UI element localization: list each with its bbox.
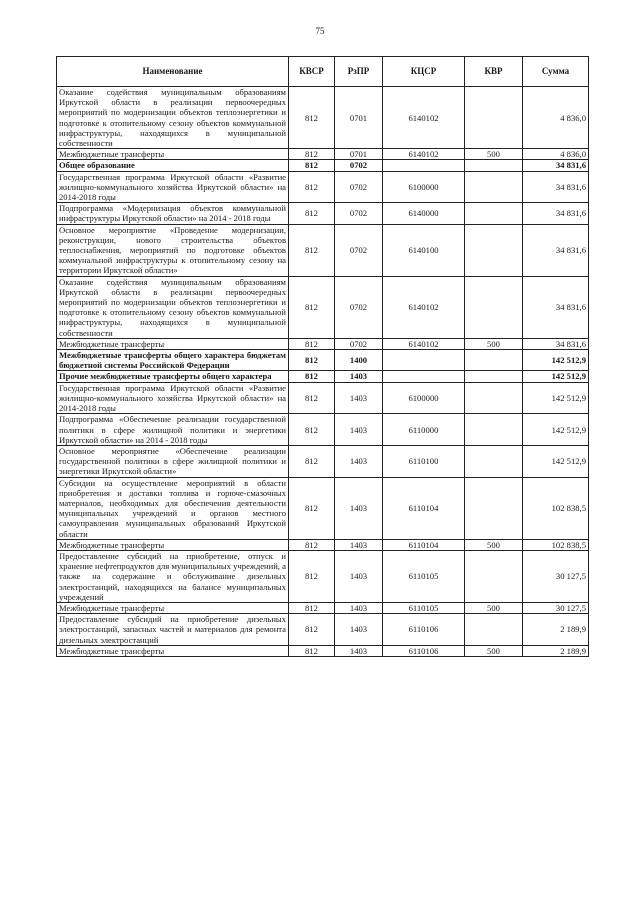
cell-rzpr: 1403 [335, 477, 383, 539]
table-row [57, 203, 589, 224]
table-row [57, 445, 589, 477]
cell-kcsr: 6140102 [383, 149, 465, 160]
cell-kvr: 500 [465, 539, 523, 550]
cell-kvsr: 812 [289, 477, 335, 539]
cell-kvr [465, 203, 523, 224]
cell-name: Межбюджетные трансферты [57, 338, 289, 349]
cell-sum: 4 836,0 [523, 87, 589, 149]
cell-sum: 4 836,0 [523, 149, 589, 160]
cell-sum: 2 189,9 [523, 614, 589, 646]
cell-sum: 142 512,9 [523, 350, 589, 371]
cell-kcsr: 6140000 [383, 203, 465, 224]
cell-name: Межбюджетные трансферты [57, 602, 289, 613]
cell-name: Межбюджетные трансферты [57, 645, 289, 656]
cell-kcsr [383, 371, 465, 382]
cell-sum: 30 127,5 [523, 550, 589, 602]
cell-name: Подпрограмма «Обеспечение реализации государственной политики в сфере жилищной политики и энергетики Иркутской области» на 2014 - 2018 годы [57, 414, 289, 446]
cell-kvr [465, 445, 523, 477]
cell-rzpr: 0702 [335, 160, 383, 171]
table-row [57, 539, 589, 550]
table-row [57, 160, 589, 171]
cell-rzpr: 1403 [335, 645, 383, 656]
cell-name: Оказание содействия муниципальным образованиям Иркутской области в реализации первоочередных мероприятий по модернизации объектов теплоэнергетики и подготовке к отопительному сезону объектов коммунальной инфраструктуры, находящихся в муниципальной собственности [57, 87, 289, 149]
cell-kvsr: 812 [289, 539, 335, 550]
table-row [57, 382, 589, 414]
cell-kvsr: 812 [289, 602, 335, 613]
cell-name: Государственная программа Иркутской области «Развитие жилищно-коммунального хозяйства Иркутской области» на 2014-2018 годы [57, 171, 289, 203]
cell-kvsr: 812 [289, 338, 335, 349]
cell-rzpr: 0702 [335, 171, 383, 203]
cell-kvsr: 812 [289, 350, 335, 371]
cell-kvsr: 812 [289, 160, 335, 171]
cell-rzpr: 1403 [335, 414, 383, 446]
table-row [57, 477, 589, 539]
cell-rzpr: 1403 [335, 371, 383, 382]
table-header-row [57, 57, 589, 87]
header-kvsr: КВСР [289, 57, 335, 87]
cell-name: Общее образование [57, 160, 289, 171]
cell-kcsr: 6140102 [383, 87, 465, 149]
cell-name: Прочие межбюджетные трансферты общего характера [57, 371, 289, 382]
cell-sum: 34 831,6 [523, 171, 589, 203]
page-number: 75 [315, 26, 325, 36]
cell-kvsr: 812 [289, 149, 335, 160]
header-kcsr: КЦСР [383, 57, 465, 87]
cell-kvr [465, 382, 523, 414]
cell-name: Основное мероприятие «Обеспечение реализации государственной политики в сфере жилищной политики и энергетики Иркутской области» [57, 445, 289, 477]
cell-kvr [465, 477, 523, 539]
cell-name: Основное мероприятие «Проведение модернизации, реконструкции, нового строительства объектов теплоснабжения, мероприятий по подготовке объектов коммунальной инфраструктуры к отопительному сезону на территории Иркутской области» [57, 224, 289, 276]
table-row [57, 149, 589, 160]
cell-rzpr: 0702 [335, 276, 383, 338]
table-row [57, 350, 589, 371]
cell-kcsr: 6140102 [383, 338, 465, 349]
cell-kcsr: 6110104 [383, 539, 465, 550]
cell-rzpr: 1403 [335, 382, 383, 414]
cell-kvr [465, 550, 523, 602]
cell-kvr [465, 614, 523, 646]
cell-kvr [465, 371, 523, 382]
cell-rzpr: 1400 [335, 350, 383, 371]
cell-kvsr: 812 [289, 645, 335, 656]
cell-name: Субсидии на осуществление мероприятий в области приобретения и доставки топлива и горюче-смазочных материалов, необходимых для обеспечения деятельности муниципальных учреждений и органов местного самоуправления муниципальных образований Иркутской области [57, 477, 289, 539]
cell-kcsr: 6110100 [383, 445, 465, 477]
cell-kvr: 500 [465, 602, 523, 613]
table-row [57, 614, 589, 646]
cell-kvsr: 812 [289, 445, 335, 477]
cell-kvsr: 812 [289, 276, 335, 338]
cell-kvsr: 812 [289, 203, 335, 224]
cell-kvsr: 812 [289, 614, 335, 646]
cell-sum: 34 831,6 [523, 338, 589, 349]
cell-sum: 2 189,9 [523, 645, 589, 656]
cell-name: Подпрограмма «Модернизация объектов коммунальной инфраструктуры Иркутской области» на 2014 - 2018 годы [57, 203, 289, 224]
cell-sum: 102 838,5 [523, 477, 589, 539]
cell-kcsr: 6100000 [383, 171, 465, 203]
header-name: Наименование [57, 57, 289, 87]
cell-name: Межбюджетные трансферты общего характера бюджетам бюджетной системы Российской Федерации [57, 350, 289, 371]
cell-rzpr: 0702 [335, 203, 383, 224]
cell-kvr [465, 87, 523, 149]
table-row [57, 87, 589, 149]
cell-rzpr: 1403 [335, 602, 383, 613]
cell-kcsr [383, 160, 465, 171]
table-row [57, 550, 589, 602]
table-row [57, 338, 589, 349]
cell-name: Государственная программа Иркутской области «Развитие жилищно-коммунального хозяйства Иркутской области» на 2014-2018 годы [57, 382, 289, 414]
cell-kcsr: 6110000 [383, 414, 465, 446]
cell-kvr [465, 414, 523, 446]
cell-rzpr: 0701 [335, 149, 383, 160]
cell-kcsr: 6140102 [383, 276, 465, 338]
budget-table [56, 56, 589, 657]
cell-rzpr: 1403 [335, 539, 383, 550]
cell-name: Межбюджетные трансферты [57, 149, 289, 160]
cell-rzpr: 1403 [335, 445, 383, 477]
cell-sum: 34 831,6 [523, 276, 589, 338]
cell-rzpr: 0702 [335, 224, 383, 276]
cell-name: Межбюджетные трансферты [57, 539, 289, 550]
cell-kcsr: 6110104 [383, 477, 465, 539]
cell-kcsr: 6110106 [383, 645, 465, 656]
cell-kvsr: 812 [289, 87, 335, 149]
cell-rzpr: 0701 [335, 87, 383, 149]
header-rzpr: РзПР [335, 57, 383, 87]
cell-name: Оказание содействия муниципальным образованиям Иркутской области в реализации первоочередных мероприятий по модернизации объектов теплоэнергетики и подготовке к отопительному сезону объектов коммунальной инфраструктуры, находящихся в муниципальной собственности [57, 276, 289, 338]
cell-kvr: 500 [465, 338, 523, 349]
cell-sum: 142 512,9 [523, 445, 589, 477]
cell-sum: 142 512,9 [523, 371, 589, 382]
table-row [57, 602, 589, 613]
cell-sum: 142 512,9 [523, 414, 589, 446]
cell-kvr: 500 [465, 149, 523, 160]
cell-name: Предоставление субсидий на приобретение, отпуск и хранение нефтепродуктов для муниципальных учреждений, а также на содержание и обслуживание дизельных электростанций, находящихся на балансе муниципальных учреждений [57, 550, 289, 602]
cell-kvr [465, 160, 523, 171]
cell-sum: 34 831,6 [523, 224, 589, 276]
cell-kvsr: 812 [289, 382, 335, 414]
header-sum: Сумма [523, 57, 589, 87]
cell-kcsr [383, 350, 465, 371]
cell-kcsr: 6140100 [383, 224, 465, 276]
table-row [57, 645, 589, 656]
cell-kvsr: 812 [289, 371, 335, 382]
table-row [57, 371, 589, 382]
header-kvr: КВР [465, 57, 523, 87]
cell-sum: 34 831,6 [523, 203, 589, 224]
cell-kvsr: 812 [289, 414, 335, 446]
cell-kcsr: 6110105 [383, 550, 465, 602]
cell-name: Предоставление субсидий на приобретение дизельных электростанций, запасных частей и материалов для ремонта дизельных электростанций [57, 614, 289, 646]
cell-kvr [465, 171, 523, 203]
cell-rzpr: 0702 [335, 338, 383, 349]
cell-kvr [465, 350, 523, 371]
cell-sum: 34 831,6 [523, 160, 589, 171]
cell-rzpr: 1403 [335, 614, 383, 646]
table-row [57, 276, 589, 338]
cell-sum: 102 838,5 [523, 539, 589, 550]
cell-kcsr: 6110105 [383, 602, 465, 613]
cell-kvr [465, 276, 523, 338]
table-row [57, 224, 589, 276]
table-row [57, 171, 589, 203]
cell-kcsr: 6100000 [383, 382, 465, 414]
table-row [57, 414, 589, 446]
cell-rzpr: 1403 [335, 550, 383, 602]
cell-sum: 142 512,9 [523, 382, 589, 414]
cell-kvsr: 812 [289, 224, 335, 276]
cell-kvr [465, 224, 523, 276]
cell-kvsr: 812 [289, 550, 335, 602]
cell-kcsr: 6110106 [383, 614, 465, 646]
cell-sum: 30 127,5 [523, 602, 589, 613]
cell-kvr: 500 [465, 645, 523, 656]
cell-kvsr: 812 [289, 171, 335, 203]
